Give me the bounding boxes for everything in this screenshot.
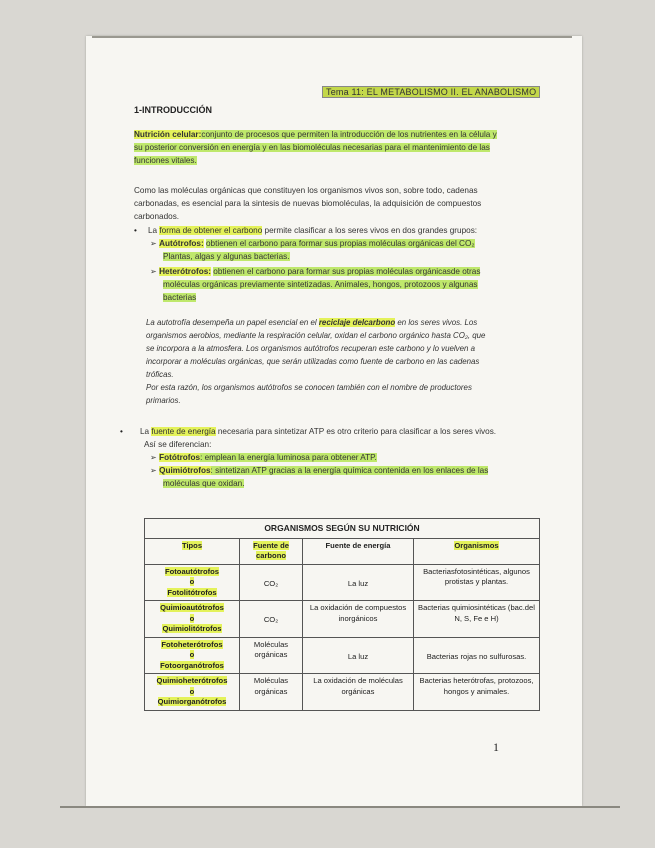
page-number: 1 (493, 740, 499, 754)
tipo-1: Fotoautótrofos (165, 566, 219, 576)
autotrofia-line-4: incorporar a moléculas orgánicas, que serán utilizadas como fuente de carbono en las cadenas (146, 357, 480, 366)
header-fuente-energia (303, 538, 414, 564)
bullet-dot-carbon: • (134, 226, 137, 235)
header-carbono-text: Fuente de carbono (253, 540, 289, 560)
quimiotrofos-item: ➢ Quimiótrofos: sintetizan ATP gracias a la energía química contenida en los enlaces de las moléculas que oxidan. (150, 466, 489, 488)
cell-energia: La luz (303, 637, 414, 674)
energy-post: necesaria para sintetizar ATP es otro criterio para clasificar a los seres vivos. (217, 427, 497, 436)
energy-pre: La (140, 427, 150, 436)
cell-carbono: Moléculas orgánicas (240, 637, 303, 674)
carbon-pre: La (148, 226, 158, 235)
energy-highlight: fuente de energía (151, 427, 216, 436)
cell-carbono: CO₂ (240, 601, 303, 638)
energia-text: La oxidación de compuestos inorgánicos (309, 603, 407, 623)
cell-tipo (145, 637, 240, 674)
autotrofia-line-2: organismos aerobios, mediante la respiración celular, oxidan el carbono orgánico hasta CO₂, que (146, 331, 486, 340)
tipo-1: Quimioheterótrofos (156, 676, 228, 685)
section-title: 1-INTRODUCCIÓN (134, 105, 212, 115)
table-row (145, 674, 540, 711)
header-tipos (145, 538, 240, 564)
autotrofos-label: Autótrofos: (159, 239, 204, 248)
nutrition-line-1: conjunto de procesos que permiten la introducción de los nutrientes en la célula y (201, 130, 497, 139)
table-row (145, 564, 540, 601)
cell-organismos: Bacterias heterótrofas, protozoos, hongos y animales. (414, 674, 540, 711)
intro-line-1: Como las moléculas orgánicas que constituyen los organismos vivos son, sobre todo, cadenas (134, 186, 478, 195)
quimiotrofos-text: : sintetizan ATP gracias a la energía química contenida en los enlaces de las (210, 466, 489, 475)
autotrofos-line-2: Plantas, algas y algunas bacterias. (163, 252, 290, 261)
cell-energia (303, 674, 414, 711)
autotrofia-line-5: tróficas. (146, 370, 174, 379)
table-header-row (145, 538, 540, 564)
carbon-post: permite clasificar a los seres vivos en dos grandes grupos: (264, 226, 478, 235)
topic-header: Tema 11: EL METABOLISMO II. EL ANABOLISMO (322, 86, 540, 98)
header-fuente-carbono (240, 538, 303, 564)
autotrofia-line-7: primarios. (146, 396, 181, 405)
header-organismos-text: Organismos (454, 540, 499, 550)
header-energia-text: Fuente de energía (325, 540, 391, 550)
cell-energia (303, 601, 414, 638)
tipo-2: Fotolitótrofos (167, 587, 217, 597)
cell-organismos: Bacterias quimiosintéticas (bac.del N, S, Fe e H) (414, 601, 540, 638)
autotrofos-line-1: obtienen el carbono para formar sus propias moléculas orgánicas del CO₂ (206, 239, 475, 248)
heterotrofos-line-3: bacterias (163, 293, 197, 302)
carbon-source-line (148, 224, 548, 237)
top-edge-line (92, 36, 572, 38)
table-row (145, 601, 540, 638)
cell-carbono: CO₂ (240, 564, 303, 601)
nutrition-table (144, 518, 540, 711)
fototrofos-item: ➢ Fotótrofos: emplean la energía luminosa para obtener ATP. (150, 453, 377, 462)
tipo-o: o (189, 686, 195, 696)
tipo-2: Quimiolitótrofos (162, 624, 222, 633)
cell-carbono: Moléculas orgánicas (240, 674, 303, 711)
autotrofos-item: ➢ Autótrofos: obtienen el carbono para formar sus propias moléculas orgánicas del CO₂ Plantas, algas y algunas bacterias. (150, 239, 475, 261)
cell-energia: La luz (303, 564, 414, 601)
tipo-o: o (189, 577, 195, 586)
intro-paragraph (134, 184, 554, 223)
heterotrofos-label: Heterótrofos: (159, 267, 211, 276)
autotrofia-line-1b: en los seres vivos. Los (397, 318, 478, 327)
heterotrofos-line-2: moléculas orgánicas previamente sintetizadas. Animales, hongos, protozoos y algunas (163, 280, 478, 289)
energy-source-block (140, 425, 550, 451)
table-row (145, 637, 540, 674)
tipo-2: Fotoorganótrofos (160, 660, 224, 670)
cell-tipo (145, 601, 240, 638)
tipo-o: o (189, 613, 195, 623)
autotrofia-line-6: Por esta razón, los organismos autótrofos se conocen también con el nombre de productores (146, 383, 472, 392)
bullet-dot-energy: • (120, 427, 123, 436)
nutrition-line-3: funciones vitales. (134, 156, 197, 165)
intro-line-3: carbonados. (134, 212, 180, 221)
header-organismos (414, 538, 540, 564)
cell-organismos: Bacteriasfotosintéticas, algunos protistas y plantas. (414, 564, 540, 601)
nutrition-label: Nutrición celular: (134, 130, 202, 139)
recycling-highlight: reciclaje delcarbono (318, 318, 396, 327)
cell-organismos: Bacterias rojas no sulfurosas. (414, 637, 540, 674)
heterotrofos-line-1: obtienen el carbono para formar sus propias moléculas orgánicasde otras (213, 267, 481, 276)
tipo-1: Fotoheterótrofos (161, 639, 223, 649)
quimiotrofos-label: Quimiótrofos (159, 466, 211, 475)
cell-tipo (145, 674, 240, 711)
autotrofia-line-1a: La autotrofía desempeña un papel esencial en el (146, 318, 317, 327)
quimiotrofos-line-2: moléculas que oxidan. (163, 479, 245, 488)
autotrofia-paragraph (146, 316, 546, 407)
carbon-highlight: forma de obtener el carbono (159, 226, 263, 235)
table-caption: ORGANISMOS SEGÚN SU NUTRICIÓN (145, 519, 540, 539)
tipo-o: o (189, 650, 195, 659)
nutrition-definition (134, 128, 554, 167)
energia-text: La oxidación de moléculas orgánicas (313, 676, 403, 696)
heterotrofos-item: ➢ Heterótrofos: obtienen el carbono para formar sus propias moléculas orgánicasde otras moléculas orgánicas previamente sintetizadas. Animales, hongos, protozoos y algunas bacterias (150, 267, 481, 302)
intro-line-2: carbonadas, es esencial para la sintesis de nuevas biomoléculas, la adquisición de compuestos (134, 199, 482, 208)
cell-tipo (145, 564, 240, 601)
tipo-1: Quimioautótrofos (160, 603, 224, 612)
bottom-edge-line (60, 806, 620, 808)
autotrofia-line-3: se incorpora a la atmosfera. Los organismos autótrofos recuperan este carbono y lo vuelven a (146, 344, 475, 353)
nutrition-line-2: su posterior conversión en energía y en las biomoléculas necesarias para el mantenimiento de las (134, 143, 490, 152)
tipo-2: Quimiorganótrofos (157, 697, 227, 706)
fototrofos-text: : emplean la energía luminosa para obtener ATP. (200, 453, 377, 462)
fototrofos-label: Fotótrofos (159, 453, 201, 462)
energy-line-2: Así se diferencian: (144, 440, 212, 449)
header-tipos-text: Tipos (181, 540, 203, 550)
